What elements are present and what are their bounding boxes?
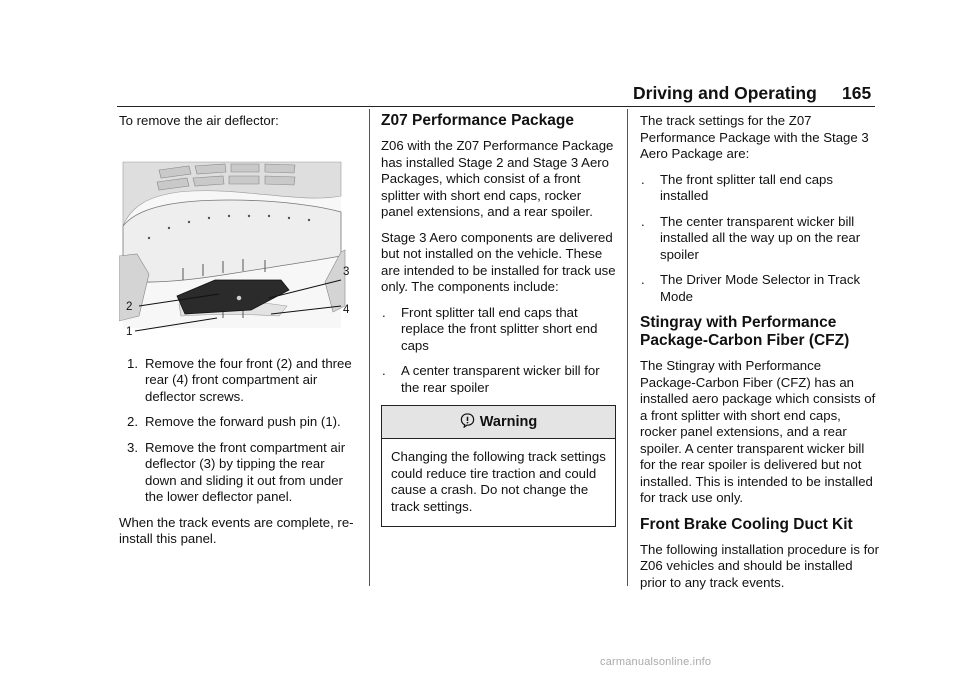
warning-header xyxy=(382,406,615,439)
z07-para-1: Z06 with the Z07 Performance Package has installed Stage 2 and Stage 3 Aero Packages, which consist of a front splitter with short end caps, rocker panel extensions, and a rear spoiler. xyxy=(381,138,614,219)
bullet-text: The front splitter tall end caps installed xyxy=(660,171,833,203)
step-number: 3. xyxy=(127,439,138,455)
track-settings-list xyxy=(640,172,880,306)
column-divider-2 xyxy=(627,109,628,586)
bullet-text: Front splitter tall end caps that replace the front splitter short end caps xyxy=(401,304,598,353)
step-number: 2. xyxy=(127,414,138,429)
column-2 xyxy=(381,112,616,527)
list-item xyxy=(381,305,616,355)
column-3 xyxy=(640,113,880,600)
step-item xyxy=(119,440,357,506)
callout-2: 2 xyxy=(126,300,133,313)
column-divider-1 xyxy=(369,109,370,586)
warning-title: Warning xyxy=(479,414,538,430)
step-text: Remove the forward push pin (1). xyxy=(145,414,341,429)
list-item xyxy=(640,272,880,305)
list-item xyxy=(640,214,880,264)
components-list xyxy=(381,305,616,397)
step-number: 1. xyxy=(127,355,138,371)
callout-4: 4 xyxy=(343,303,350,316)
z07-para-2: Stage 3 Aero components are delivered but not installed on the vehicle. These are intended to be installed for track use only. The components include: xyxy=(381,229,616,294)
deflector-illustration xyxy=(119,156,350,342)
bullet-mark: . xyxy=(641,213,645,229)
list-item xyxy=(381,363,616,396)
step-item xyxy=(119,414,357,431)
intro-text: To remove the air deflector: xyxy=(119,113,279,128)
bullet-mark: . xyxy=(641,272,645,287)
closing-text: When the track events are complete, re-install this panel. xyxy=(119,514,354,546)
step-text: Remove the front compartment air deflector (3) by tipping the rear down and sliding it out from under the lower deflector panel. xyxy=(145,439,346,504)
air-deflector-figure xyxy=(119,156,350,342)
bullet-mark: . xyxy=(641,171,645,187)
header-rule xyxy=(117,106,875,107)
bullet-mark: . xyxy=(382,304,386,320)
step-item xyxy=(119,356,357,406)
brake-duct-heading: Front Brake Cooling Duct Kit xyxy=(640,515,853,533)
bullet-mark: . xyxy=(382,363,386,378)
warning-icon xyxy=(460,413,475,428)
bullet-text: The Driver Mode Selector in Track Mode xyxy=(660,272,861,304)
cfz-para: The Stingray with Performance Package-Carbon Fiber (CFZ) has an installed aero package which consists of a front splitter with short end caps, rocker panel extensions, and a rear spoiler. A center transparent wicker bill for the rear spoiler is delivered but not installed. This is intended to be installed for track use only. xyxy=(640,358,876,505)
watermark: carmanualsonline.info xyxy=(600,656,712,668)
callout-1: 1 xyxy=(126,325,133,338)
bullet-text: The center transparent wicker bill installed all the way up on the rear spoiler xyxy=(660,213,861,262)
track-settings-para: The track settings for the Z07 Performance Package with the Stage 3 Aero Package are: xyxy=(640,113,869,161)
warning-box xyxy=(381,405,616,527)
z07-heading: Z07 Performance Package xyxy=(381,112,574,129)
list-item xyxy=(640,172,880,205)
bullet-text: A center transparent wicker bill for the rear spoiler xyxy=(401,363,600,395)
brake-duct-para: The following installation procedure is for Z06 vehicles and should be installed prior to any track events. xyxy=(640,541,879,590)
callout-3: 3 xyxy=(343,265,350,278)
section-title: Driving and Operating xyxy=(633,83,817,103)
cfz-heading: Stingray with Performance Package-Carbon Fiber (CFZ) xyxy=(640,314,850,349)
warning-body: Changing the following track settings could reduce tire traction and could cause a crash. Do not change the track settings. xyxy=(391,449,606,514)
page-number: 165 xyxy=(842,83,872,103)
step-text: Remove the four front (2) and three rear (4) front compartment air deflector screws. xyxy=(145,355,352,404)
column-1 xyxy=(119,113,357,557)
push-pin-icon xyxy=(236,295,241,300)
removal-steps xyxy=(119,356,357,506)
